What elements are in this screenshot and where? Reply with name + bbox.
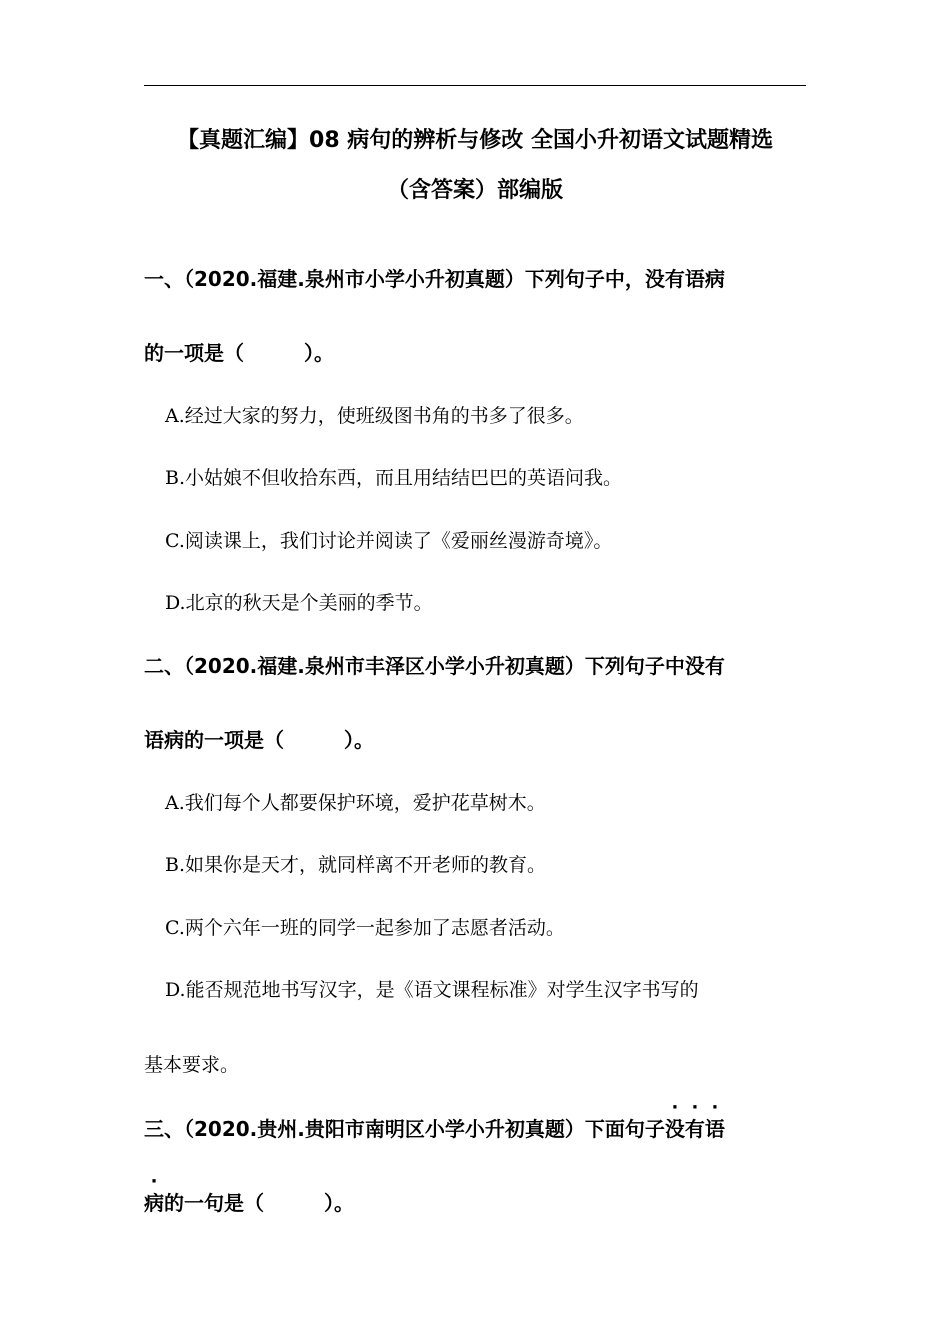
q1-stem-line2: 的一项是（ ）。	[144, 341, 334, 365]
q3-emphasis-char-4: 病	[144, 1191, 164, 1215]
q3-emphasis-char-1: 没	[664, 1117, 685, 1141]
page-title-line2: （含答案）部编版	[386, 178, 563, 203]
q1-option-b: B.小姑娘不但收拾东西，而且用结结巴巴的英语问我。	[165, 467, 623, 489]
q1-option-d: D.北京的秋天是个美丽的季节。	[165, 592, 433, 614]
q2-stem-line1: 二、（2020.福建.泉州市丰泽区小学小升初真题）下列句子中没有	[144, 654, 725, 678]
q2-option-d-continuation: 基本要求。	[144, 1054, 240, 1076]
q2-option-a: A.我们每个人都要保护环境，爱护花草树木。	[165, 792, 546, 814]
header-rule	[144, 85, 806, 86]
q3-stem-prefix: 三、（2020.贵州.贵阳市南明区小学小升初真题）下面句子	[144, 1117, 665, 1141]
q2-stem-line2: 语病的一项是（ ）。	[144, 728, 374, 752]
q1-option-c: C.阅读课上，我们讨论并阅读了《爱丽丝漫游奇境》。	[165, 530, 613, 552]
q3-emphasis-char-2: 有	[684, 1117, 705, 1141]
q1-stem-line1: 一、（2020.福建.泉州市小学小升初真题）下列句子中，没有语病	[144, 267, 725, 291]
q2-option-b: B.如果你是天才，就同样离不开老师的教育。	[165, 854, 547, 876]
q3-stem-suffix: 的一句是（ ）。	[164, 1191, 354, 1215]
page-title-line1: 【真题汇编】08 病句的辨析与修改 全国小升初语文试题精选	[177, 128, 773, 153]
q3-stem-line1	[144, 1115, 814, 1143]
q2-option-d: D.能否规范地书写汉字，是《语文课程标准》对学生汉字书写的	[165, 979, 699, 1001]
q1-option-a: A.经过大家的努力，使班级图书角的书多了很多。	[165, 405, 584, 427]
q2-option-c: C.两个六年一班的同学一起参加了志愿者活动。	[165, 917, 565, 939]
q3-emphasis-char-3: 语	[704, 1117, 725, 1141]
q3-stem-line2	[144, 1189, 814, 1217]
